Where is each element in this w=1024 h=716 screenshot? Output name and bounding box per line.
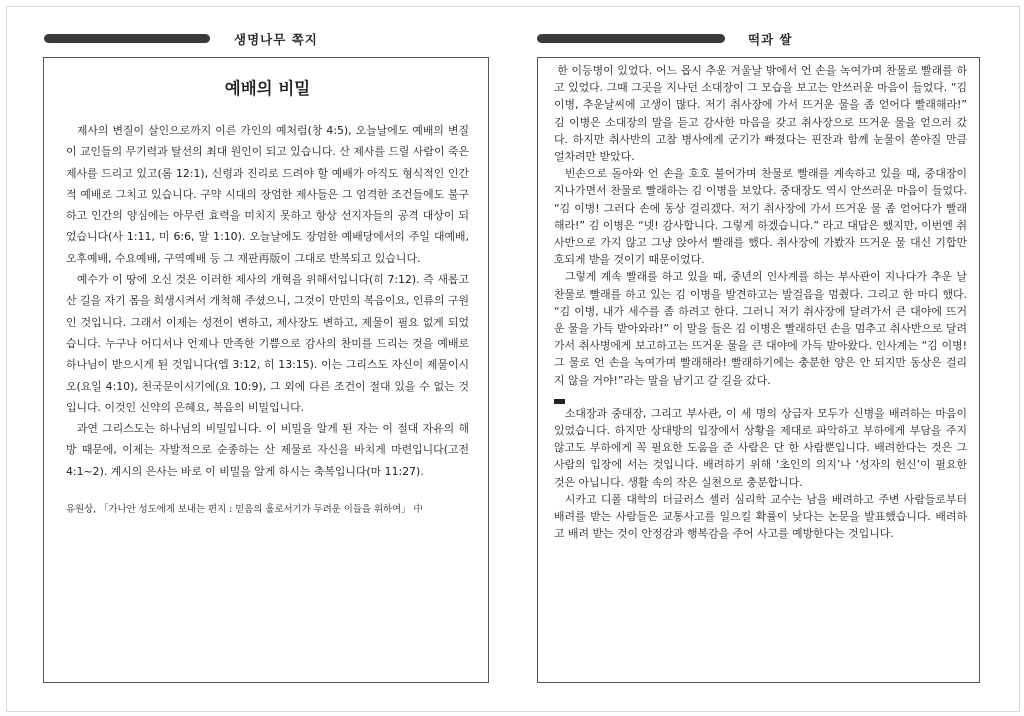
left-paragraph-2: 예수가 이 땅에 오신 것은 이러한 제사의 개혁을 위해서입니다(히 7:12). 즉 새롭고 산 길을 자기 몸을 희생시켜서 개척해 주셨으니, 그것이 만민의 복음이요, 인류의 구원인 것입니다. 그래서 이제는 성전이 변하고, 제사장도 변하고, 제물이 필요 없게 되었습니다. 누구나 어디서나 언제나 만족한 기쁨으로 감사의 찬미를 드리는 것을 예배로 하나님이 받으시게 된 것입니다(엡 3:12, 히 13:15). 이는 그리스도 자신이 제물이시오(요일 4:10), 천국문이시기에(요 10:9), 그 외에 다른 조건이 절대 있을 수 없는 것입니다. 이것인 신약의 은혜요, 복음의 비밀입니다. xyxy=(66,273,469,414)
right-header-bar xyxy=(537,34,725,43)
right-paragraph-5: 시카고 디폴 대학의 더글러스 셸러 심리학 교수는 남을 배려하고 주변 사람들로부터 배려를 받는 사람들은 교통사고를 일으킬 확률이 낮다는 논문을 발표했습니다. 배려하고 배려 받는 것이 안정감과 행복감을 주어 사고를 예방한다는 것입니다. xyxy=(554,492,967,541)
right-paragraph-2: 빈손으로 돌아와 언 손을 호호 불어가며 찬물로 빨래를 계속하고 있을 때, 중대장이 지나가면서 찬물로 빨래하는 김 이병을 보았다. 중대장도 역시 안쓰러운 마음이 들었다. “김 이병! 그러다 손에 동상 걸리겠다. 저기 취사장에 가서 뜨거운 물 좀 얻어다가 빨래해라!” 김 이병은 “넷! 감사합니다. 그렇게 하겠습니다.” 라고 대답은 했지만, 이번엔 취사반으로 가지 않고 그냥 앉아서 빨래를 했다. 취사장에 가봤자 뜨거운 물 대신 기합만 호되게 받을 것이기 때문이었다. xyxy=(554,167,967,267)
left-page-header: 생명나무 쪽지 xyxy=(234,32,318,47)
right-page-header: 떡과 쌀 xyxy=(748,32,793,47)
section-divider xyxy=(554,389,967,405)
right-paragraph-1: 한 이등병이 있었다. 어느 몹시 추운 겨울날 밖에서 언 손을 녹여가며 찬물로 빨래를 하고 있었다. 그때 그곳을 지나던 소대장이 그 모습을 보고는 안쓰러운 마음이 들었다. “김 이병, 추운날씨에 고생이 많다. 저기 취사장에 가서 뜨거운 물을 좀 얻어다 빨래해라!” 김 이병은 소대장의 말을 듣고 감사한 마음을 갖고 취사장으로 뜨거운 물을 얻으러 갔다. 하지만 취사반의 고참 병사에게 군기가 빠졌다는 핀잔과 함께 눈물이 쏟아질 만큼 얼차려만 받았다. xyxy=(554,64,967,164)
right-page-frame xyxy=(537,57,980,683)
left-paragraph-1: 제사의 변질이 살인으로까지 이른 가인의 예처럼(창 4:5), 오늘날에도 예배의 변질이 교인들의 무기력과 탈선의 최대 원인이 되고 있습니다. 산 제사를 드릴 사람이 죽은 제사를 드리고 있고(롬 12:1), 신령과 진리로 드려야 할 예배가 아직도 형식적인 인간적 예배로 그치고 있습니다. 구약 시대의 장엄한 제사들은 그 엄격한 조건들에도 불구하고 인간의 양심에는 아무런 효력을 미치지 못하고 항상 선지자들의 공격 대상이 되었습니다(사 1:11, 미 6:6, 말 1:10). 오늘날에도 장엄한 예배당에서의 주일 대예배, 오후예배, 수요예배, 구역예배 등 그 재판再版이 그대로 반복되고 있습니다. xyxy=(66,124,469,265)
left-paragraph-3: 과연 그리스도는 하나님의 비밀입니다. 이 비밀을 알게 된 자는 이 절대 자유의 해방 때문에, 이제는 자발적으로 순종하는 산 제물로 자신을 바치게 마련입니다(고전 4:1~2). 계시의 은사는 바로 이 비밀을 알게 하시는 축복입니다(마 11:27). xyxy=(66,422,469,478)
right-paragraph-4: 소대장과 중대장, 그리고 부사관, 이 세 명의 상급자 모두가 신병을 배려하는 마음이 있었습니다. 하지만 상대방의 입장에서 상황을 제대로 파악하고 부하에게 부담을 주지 않고도 부하에게 꼭 필요한 도움을 준 사람은 단 한 사람뿐입니다. 배려한다는 것은 그 사람의 입장에 서는 것입니다. 배려하기 위해 ‘초인의 의지’나 ‘성자의 헌신’이 필요한 것은 아닙니다. 생활 속의 작은 실천으로 충분합니다. xyxy=(554,406,967,489)
article-title: 예배의 비밀 xyxy=(224,79,311,98)
citation: 유원상, 「가나안 성도에게 보내는 편지 : 믿음의 홀로서기가 두려운 이들을 위하여」 中 xyxy=(66,504,423,516)
right-paragraph-3: 그렇게 계속 빨래를 하고 있을 때, 중년의 인사계를 하는 부사관이 지나다가 추운 날 찬물로 빨래를 하고 있는 김 이병을 발견하고는 발걸음을 멈췄다. 그리고 한 마디 했다. “김 이병, 내가 세수를 좀 하려고 한다. 그러니 저기 취사장에 달려가서 큰 대야에 뜨거운 물을 가득 받아와라!” 이 말을 들은 김 이병은 빨래하던 손을 멈추고 취사반으로 달려가서 취사병에게 보고하고는 뜨거운 물을 큰 대야에 가득 받아왔다. 인사계는 “김 이병! 그 물로 언 손을 녹여가며 빨래해라! 빨래하기에는 충분한 양은 안 되지만 동상은 걸리지 않을 거야!”라는 말을 남기고 갈 길을 갔다. xyxy=(554,270,967,387)
left-header-bar xyxy=(44,34,210,43)
divider-mark xyxy=(554,399,565,404)
left-page-frame xyxy=(43,57,489,683)
